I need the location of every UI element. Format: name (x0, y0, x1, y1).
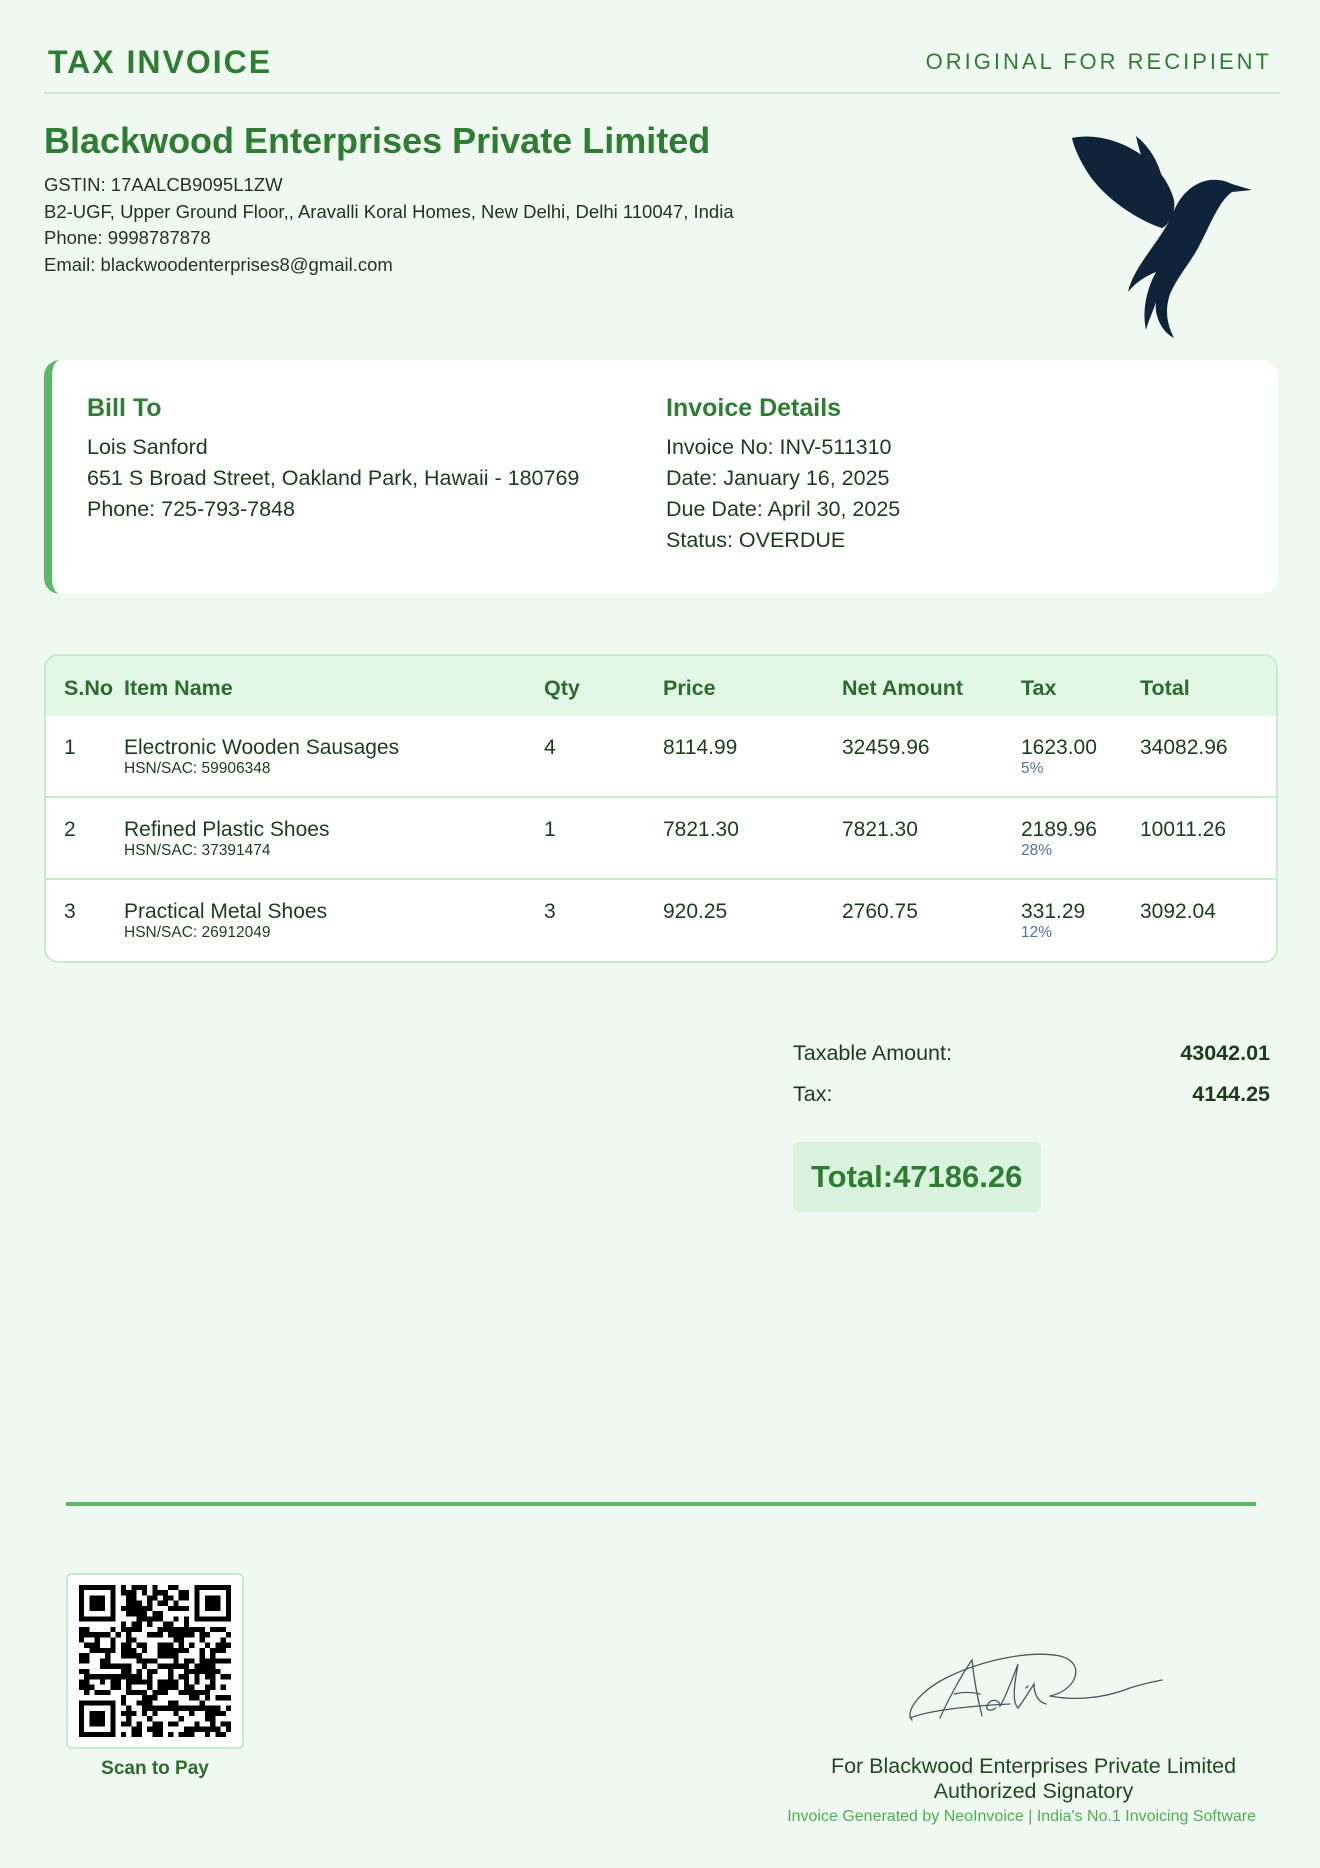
copy-label: ORIGINAL FOR RECIPIENT (925, 49, 1272, 74)
company-phone: Phone: 9998787878 (44, 227, 211, 248)
invoice-date: Date: January 16, 2025 (666, 466, 890, 490)
tax-label: Tax: (793, 1082, 833, 1106)
col-item-name: Item Name (124, 676, 233, 700)
row-total: 3092.04 (1140, 900, 1216, 923)
row-tax-rate: 28% (1021, 842, 1053, 859)
col-total: Total (1140, 676, 1190, 700)
row-sno: 1 (64, 736, 76, 759)
table-header (46, 656, 1276, 716)
row-hsn: HSN/SAC: 59906348 (124, 760, 271, 777)
row-price: 8114.99 (663, 736, 738, 759)
company-info (44, 172, 734, 278)
row-tax: 1623.00 (1021, 736, 1097, 759)
table-row (46, 880, 1276, 962)
row-qty: 1 (544, 818, 556, 841)
row-qty: 4 (544, 736, 556, 759)
taxable-amount-value: 43042.01 (1180, 1041, 1270, 1065)
row-tax: 331.29 (1021, 900, 1086, 923)
row-net-amount: 7821.30 (842, 818, 918, 841)
invoice-status: Status: OVERDUE (666, 528, 846, 552)
row-sno: 3 (64, 900, 76, 923)
taxable-amount-label: Taxable Amount: (793, 1041, 952, 1065)
company-name: Blackwood Enterprises Private Limited (44, 120, 711, 161)
row-tax-rate: 12% (1021, 924, 1053, 941)
company-gstin: GSTIN: 17AALCB9095L1ZW (44, 174, 283, 195)
col-qty: Qty (544, 676, 580, 700)
row-hsn: HSN/SAC: 26912049 (124, 924, 271, 941)
row-tax: 2189.96 (1021, 818, 1097, 841)
row-net-amount: 2760.75 (842, 900, 918, 923)
bill-to-card (44, 360, 1278, 594)
generated-by-note: Invoice Generated by NeoInvoice | India's No.1 Invoicing Software (787, 1808, 1256, 1825)
customer-phone: Phone: 725-793-7848 (87, 497, 296, 521)
col-sno: S.No (64, 676, 113, 700)
grand-total: Total:47186.26 (793, 1142, 1041, 1212)
payment-qr-code[interactable] (66, 1573, 244, 1749)
col-net-amount: Net Amount (842, 676, 964, 700)
hummingbird-logo-icon (1070, 126, 1260, 340)
qr-code-icon (78, 1585, 232, 1737)
row-sno: 2 (64, 818, 76, 841)
customer-name: Lois Sanford (87, 435, 208, 459)
authorized-signatory: Authorized Signatory (933, 1779, 1134, 1803)
bill-to-block (87, 432, 579, 525)
invoice-details-heading: Invoice Details (666, 394, 842, 422)
bill-to-heading: Bill To (87, 394, 162, 422)
row-item-name: Electronic Wooden Sausages (124, 736, 400, 759)
scan-to-pay-label: Scan to Pay (101, 1758, 209, 1779)
row-qty: 3 (544, 900, 556, 923)
signatory-block (780, 1754, 1287, 1804)
invoice-number: Invoice No: INV-511310 (666, 435, 892, 459)
row-total: 10011.26 (1140, 818, 1227, 841)
customer-address: 651 S Broad Street, Oakland Park, Hawaii - 180769 (87, 466, 580, 490)
col-price: Price (663, 676, 716, 700)
sign-for-company: For Blackwood Enterprises Private Limited (830, 1754, 1237, 1778)
header-divider (44, 92, 1280, 94)
signature-icon (900, 1620, 1170, 1740)
invoice-details-block (666, 432, 900, 556)
row-total: 34082.96 (1140, 736, 1228, 759)
table-row (46, 798, 1276, 880)
row-net-amount: 32459.96 (842, 736, 930, 759)
row-hsn: HSN/SAC: 37391474 (124, 842, 271, 859)
invoice-due-date: Due Date: April 30, 2025 (666, 497, 901, 521)
table-row (46, 716, 1276, 798)
items-table (44, 654, 1278, 963)
row-item-name: Refined Plastic Shoes (124, 818, 330, 841)
company-address: B2-UGF, Upper Ground Floor,, Aravalli Koral Homes, New Delhi, Delhi 110047, India (44, 200, 734, 222)
row-price: 7821.30 (663, 818, 739, 841)
footer-divider (66, 1502, 1256, 1506)
company-email: Email: blackwoodenterprises8@gmail.com (44, 253, 393, 275)
row-price: 920.25 (663, 900, 728, 923)
row-tax-rate: 5% (1021, 760, 1044, 777)
row-item-name: Practical Metal Shoes (124, 900, 328, 923)
col-tax: Tax (1021, 676, 1057, 700)
tax-value: 4144.25 (1192, 1082, 1270, 1106)
document-title: TAX INVOICE (48, 44, 273, 80)
